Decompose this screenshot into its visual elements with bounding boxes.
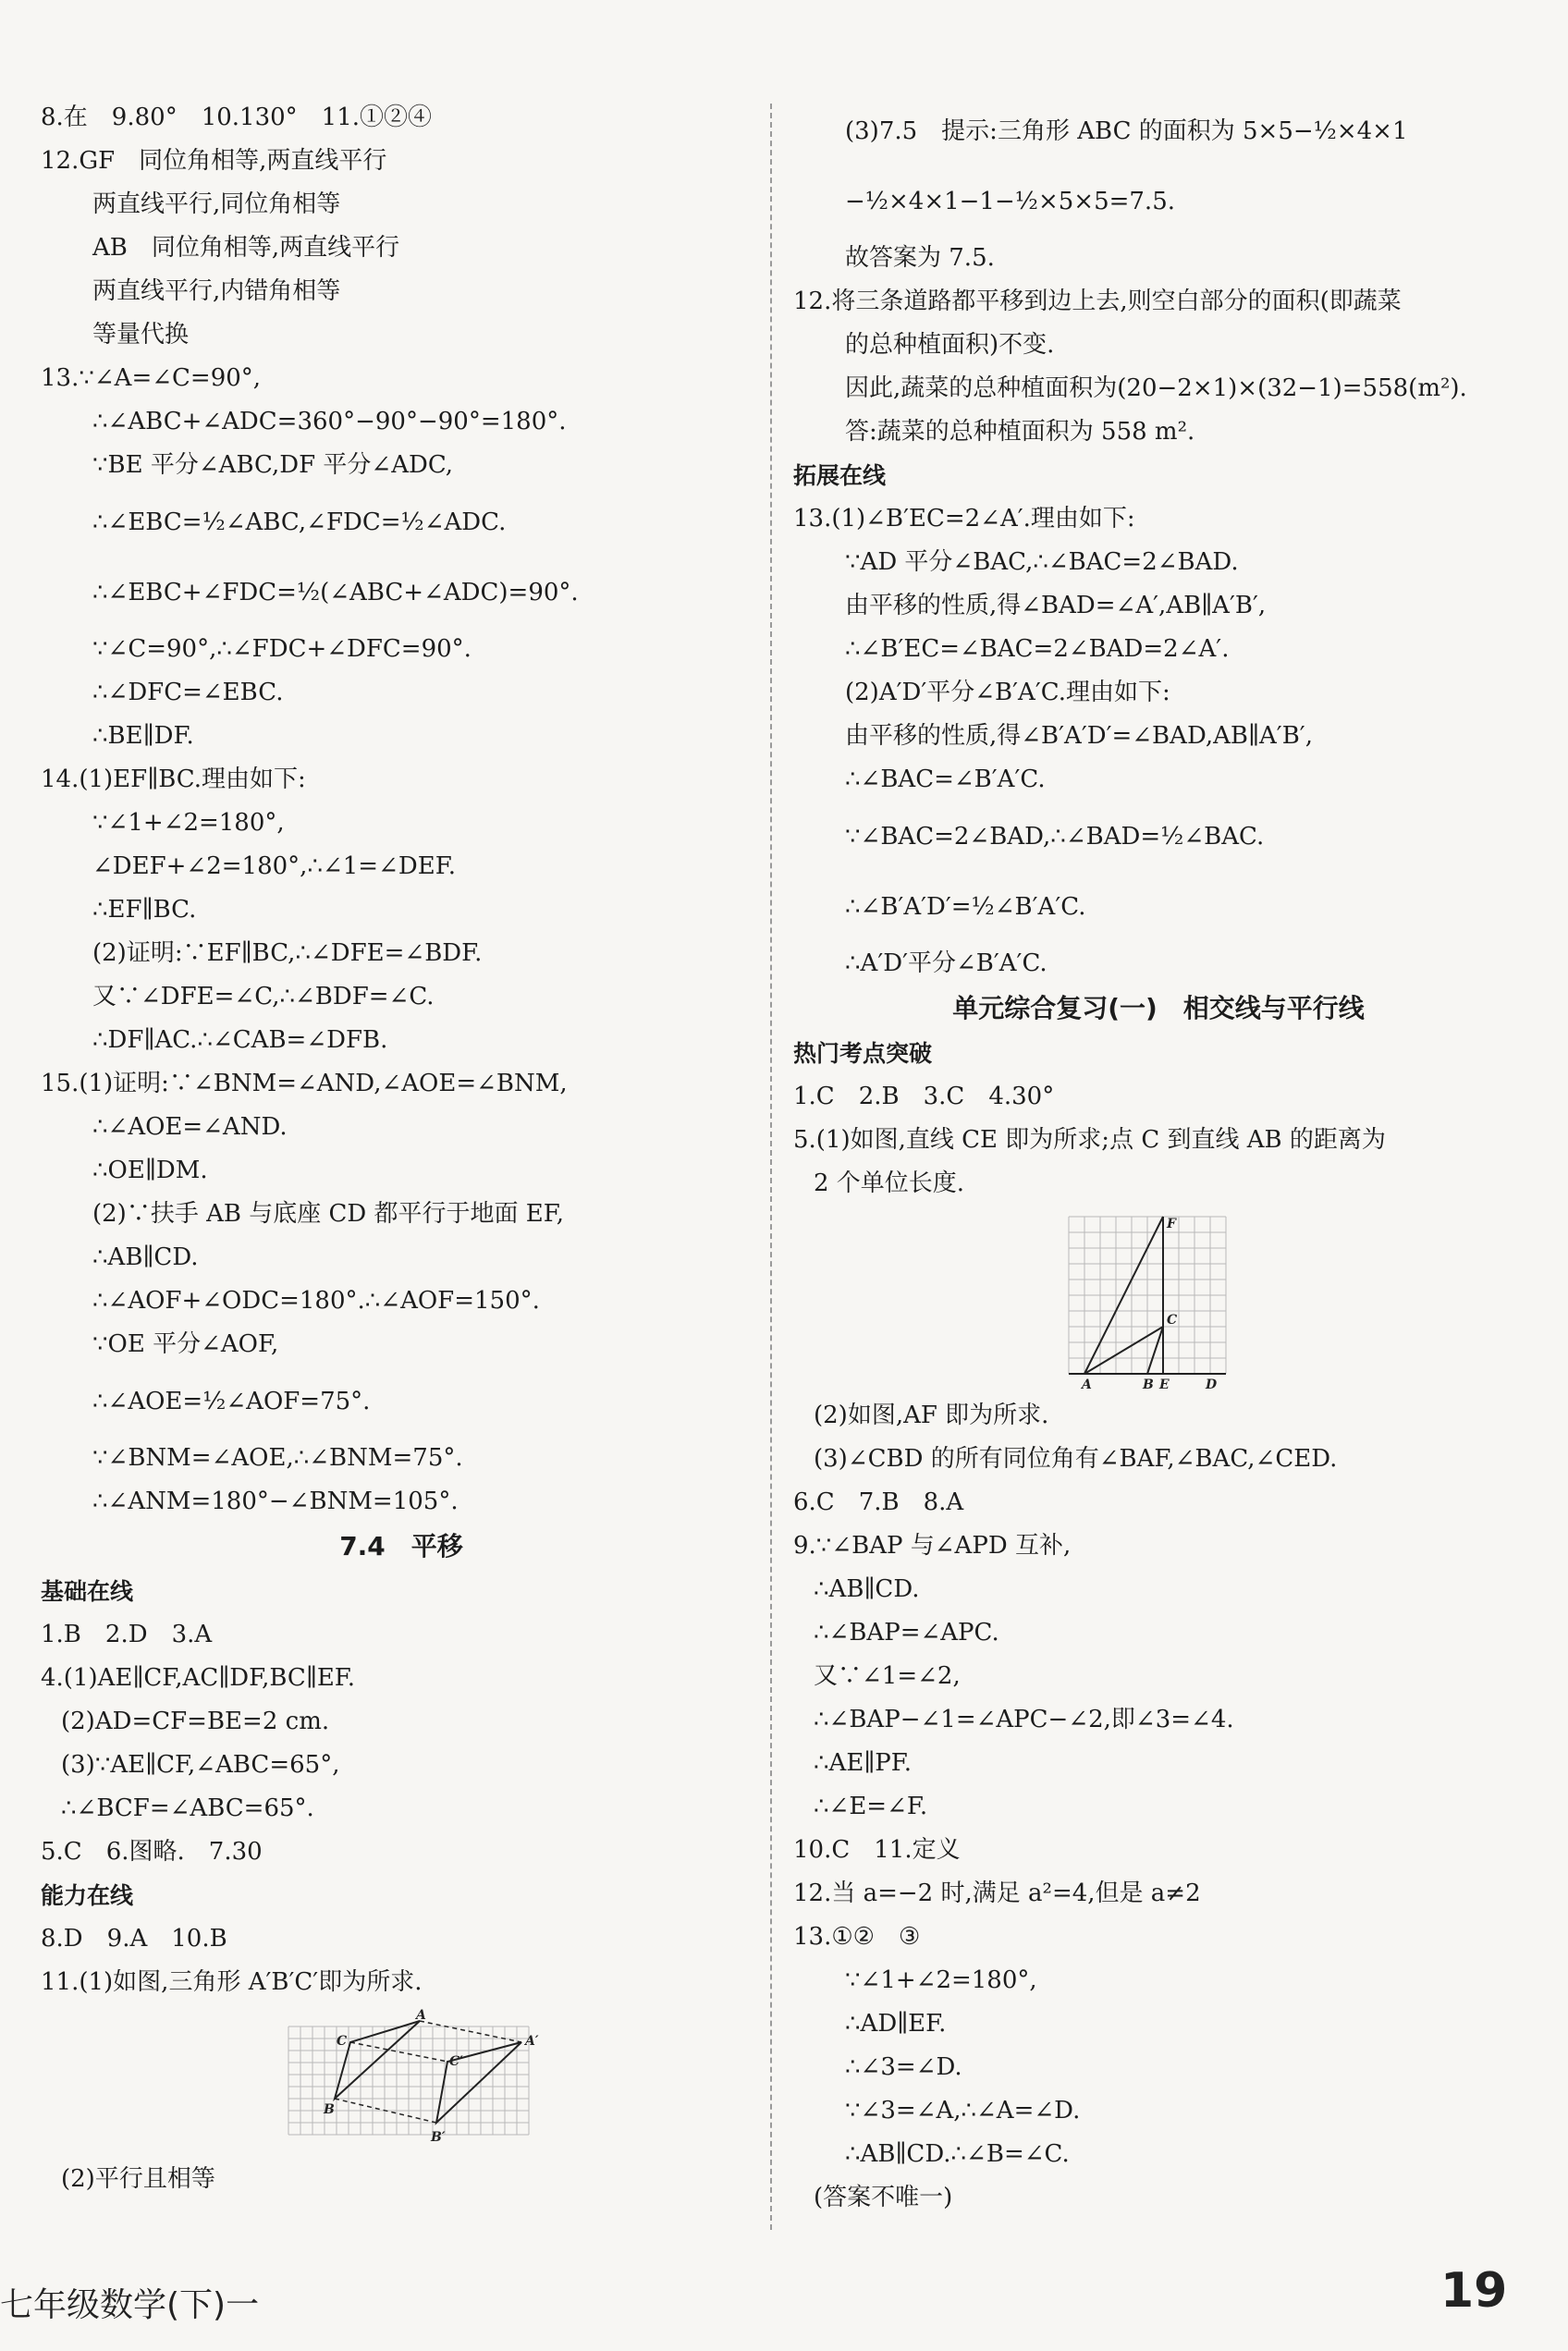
right-answers-part-2: [793, 1032, 1524, 1206]
right-answers-part-3: [793, 1394, 1524, 2220]
answer-line: 两直线平行,内错角相等: [92, 277, 341, 305]
left-column: [41, 96, 762, 2201]
answer-line: ∴∠BAP−∠1=∠APC−∠2,即∠3=∠4.: [814, 1706, 1234, 1733]
grid-line-svg: [1061, 1209, 1237, 1390]
answer-line: 12.将三条道路都平移到边上去,则空白部分的面积(即蔬菜: [793, 288, 1402, 315]
right-column: [793, 96, 1524, 2220]
answer-line: ∵∠BNM=∠AOE,∴∠BNM=75°.: [92, 1444, 463, 1472]
answer-line: ∵∠C=90°,∴∠FDC+∠DFC=90°.: [92, 635, 472, 663]
answer-line: ∴EF∥BC.: [92, 896, 197, 924]
answer-line: 又∵∠DFE=∠C,∴∠BDF=∠C.: [92, 983, 435, 1010]
answer-line: ∴∠AOF+∠ODC=180°.∴∠AOF=150°.: [92, 1287, 540, 1315]
label-b-prime: B′: [431, 2130, 446, 2145]
answer-line: 的总种植面积)不变.: [845, 331, 1055, 359]
translation-figure: [281, 2008, 762, 2158]
answer-line: 14.(1)EF∥BC.理由如下:: [41, 765, 306, 793]
answer-line: ∴∠EBC+∠FDC=½(∠ABC+∠ADC)=90°.: [92, 579, 579, 606]
translation-grid-svg: [281, 2008, 558, 2156]
grid-line-figure: [1061, 1209, 1524, 1394]
answer-line: 4.(1)AE∥CF,AC∥DF,BC∥EF.: [41, 1664, 356, 1692]
answer-line: ∴AB∥CD.: [92, 1243, 199, 1271]
answer-line: ∴AE∥PF.: [814, 1749, 913, 1777]
answer-line: ∵OE 平分∠AOF,: [92, 1330, 279, 1358]
answer-line: ∴∠3=∠D.: [845, 2053, 962, 2081]
answer-line: (3)∠CBD 的所有同位角有∠BAF,∠BAC,∠CED.: [814, 1445, 1338, 1473]
answer-line: 两直线平行,同位角相等: [92, 190, 341, 218]
column-divider: [770, 104, 772, 2230]
answer-line: 因此,蔬菜的总种植面积为(20−2×1)×(32−1)=558(m²).: [845, 374, 1467, 402]
answer-line: ∴A′D′平分∠B′A′C.: [845, 949, 1047, 977]
answer-line: 12.GF 同位角相等,两直线平行: [41, 147, 387, 175]
answer-line: ∴∠DFC=∠EBC.: [92, 679, 284, 706]
section-label: 拓展在线: [793, 462, 887, 489]
answer-line: 11.(1)如图,三角形 A′B′C′即为所求.: [41, 1968, 423, 1996]
answer-line: ∵∠1+∠2=180°,: [92, 809, 285, 837]
answer-line: ∵∠1+∠2=180°,: [845, 1966, 1037, 1994]
label-c: C: [1167, 1313, 1178, 1328]
answer-line: 13.∵∠A=∠C=90°,: [41, 364, 262, 392]
label-a: A: [1082, 1378, 1092, 1390]
label-c-prime: C′: [449, 2054, 463, 2069]
answer-line: ∴∠B′EC=∠BAC=2∠BAD=2∠A′.: [845, 635, 1230, 663]
answer-line: (2)证明:∵EF∥BC,∴∠DFE=∠BDF.: [92, 939, 483, 967]
answer-line: (3)∵AE∥CF,∠ABC=65°,: [61, 1751, 340, 1779]
answer-line: ∴OE∥DM.: [92, 1157, 208, 1184]
answer-line: −½×4×1−1−½×5×5=7.5.: [845, 188, 1176, 215]
answer-line: ∴∠EBC=½∠ABC,∠FDC=½∠ADC.: [92, 508, 507, 536]
label-a: A: [416, 2008, 426, 2023]
answer-line: 故答案为 7.5.: [845, 244, 995, 272]
answer-line: ∵∠3=∠A,∴∠A=∠D.: [845, 2097, 1081, 2124]
section-label: 基础在线: [41, 1578, 134, 1605]
answer-line: ∴∠BAP=∠APC.: [814, 1619, 999, 1647]
answer-line: 8.在 9.80° 10.130° 11.①②④: [41, 104, 433, 131]
answer-line: 由平移的性质,得∠B′A′D′=∠BAD,AB∥A′B′,: [845, 722, 1313, 750]
answer-line: (3)7.5 提示:三角形 ABC 的面积为 5×5−½×4×1: [845, 117, 1408, 145]
label-b: B: [1143, 1378, 1154, 1390]
answer-line: 13.(1)∠B′EC=2∠A′.理由如下:: [793, 505, 1135, 533]
answer-line: ∴∠B′A′D′=½∠B′A′C.: [845, 893, 1086, 921]
answer-line: ∠DEF+∠2=180°,∴∠1=∠DEF.: [92, 852, 456, 880]
label-a-prime: A′: [525, 2034, 539, 2049]
answer-line: 答:蔬菜的总种植面积为 558 m².: [845, 418, 1195, 446]
answer-line: (2)∵扶手 AB 与底座 CD 都平行于地面 EF,: [92, 1200, 565, 1228]
left-answers-part-2: [41, 1570, 762, 2004]
answer-line: 又∵∠1=∠2,: [814, 1662, 961, 1690]
label-d: D: [1206, 1378, 1218, 1390]
page-number: 19: [1440, 2263, 1508, 2319]
answer-line: ∴∠E=∠F.: [814, 1793, 928, 1820]
section-heading-7-4: 7.4 平移: [339, 1531, 463, 1561]
answer-line: ∴AD∥EF.: [845, 2010, 947, 2038]
answer-line: 8.D 9.A 10.B: [41, 1925, 227, 1953]
answer-line: ∴∠AOE=∠AND.: [92, 1113, 288, 1141]
answer-line: 12.当 a=−2 时,满足 a²=4,但是 a≠2: [793, 1880, 1201, 1907]
answer-line: 1.B 2.D 3.A: [41, 1621, 213, 1648]
answer-line: (2)平行且相等: [61, 2165, 215, 2193]
left-answers-part-3: [41, 2158, 762, 2201]
answer-line: (答案不唯一): [814, 2184, 953, 2211]
answer-line: 5.C 6.图略. 7.30: [41, 1838, 263, 1866]
answer-line: ∴DF∥AC.∴∠CAB=∠DFB.: [92, 1026, 388, 1054]
answer-line: ∴∠ABC+∠ADC=360°−90°−90°=180°.: [92, 408, 567, 435]
answer-line: (2)AD=CF=BE=2 cm.: [61, 1708, 330, 1735]
answer-line: ∴BE∥DF.: [92, 722, 194, 750]
answer-line: ∴∠ANM=180°−∠BNM=105°.: [92, 1488, 459, 1515]
answer-line: 1.C 2.B 3.C 4.30°: [793, 1083, 1055, 1110]
answer-line: AB 同位角相等,两直线平行: [92, 234, 400, 262]
answer-line: 6.C 7.B 8.A: [793, 1488, 964, 1516]
right-answers-part-1: [793, 96, 1524, 986]
answer-line: 10.C 11.定义: [793, 1836, 961, 1864]
section-label: 热门考点突破: [793, 1040, 933, 1067]
answer-line: 2 个单位长度.: [814, 1169, 965, 1197]
section-heading-unit-review: 单元综合复习(一) 相交线与平行线: [952, 993, 1365, 1023]
answer-line: 13.①② ③: [793, 1923, 921, 1951]
answer-line: 由平移的性质,得∠BAD=∠A′,AB∥A′B′,: [845, 592, 1267, 619]
answer-line: 等量代换: [92, 321, 190, 349]
answer-line: 9.∵∠BAP 与∠APD 互补,: [793, 1532, 1072, 1560]
label-c: C: [337, 2034, 348, 2049]
label-e: E: [1159, 1378, 1170, 1390]
answer-line: ∵BE 平分∠ABC,DF 平分∠ADC,: [92, 451, 454, 479]
answer-line: ∴AB∥CD.∴∠B=∠C.: [845, 2140, 1070, 2168]
answer-line: (2)如图,AF 即为所求.: [814, 1402, 1049, 1429]
left-answers-part-1: [41, 96, 762, 1524]
footer-book-title: 七年级数学(下)一: [0, 2286, 260, 2324]
answer-line: ∵AD 平分∠BAC,∴∠BAC=2∠BAD.: [845, 548, 1239, 576]
answer-line: 15.(1)证明:∵∠BNM=∠AND,∠AOE=∠BNM,: [41, 1070, 568, 1097]
section-label: 能力在线: [41, 1882, 134, 1909]
answer-line: ∴∠BAC=∠B′A′C.: [845, 765, 1046, 793]
answer-line: ∴∠BCF=∠ABC=65°.: [61, 1794, 314, 1822]
answer-line: ∴AB∥CD.: [814, 1575, 920, 1603]
answer-line: ∵∠BAC=2∠BAD,∴∠BAD=½∠BAC.: [845, 823, 1265, 851]
answer-line: ∴∠AOE=½∠AOF=75°.: [92, 1388, 371, 1415]
answer-line: (2)A′D′平分∠B′A′C.理由如下:: [845, 679, 1170, 706]
label-b: B: [324, 2102, 335, 2117]
answer-line: 5.(1)如图,直线 CE 即为所求;点 C 到直线 AB 的距离为: [793, 1126, 1386, 1154]
label-f: F: [1167, 1217, 1176, 1231]
